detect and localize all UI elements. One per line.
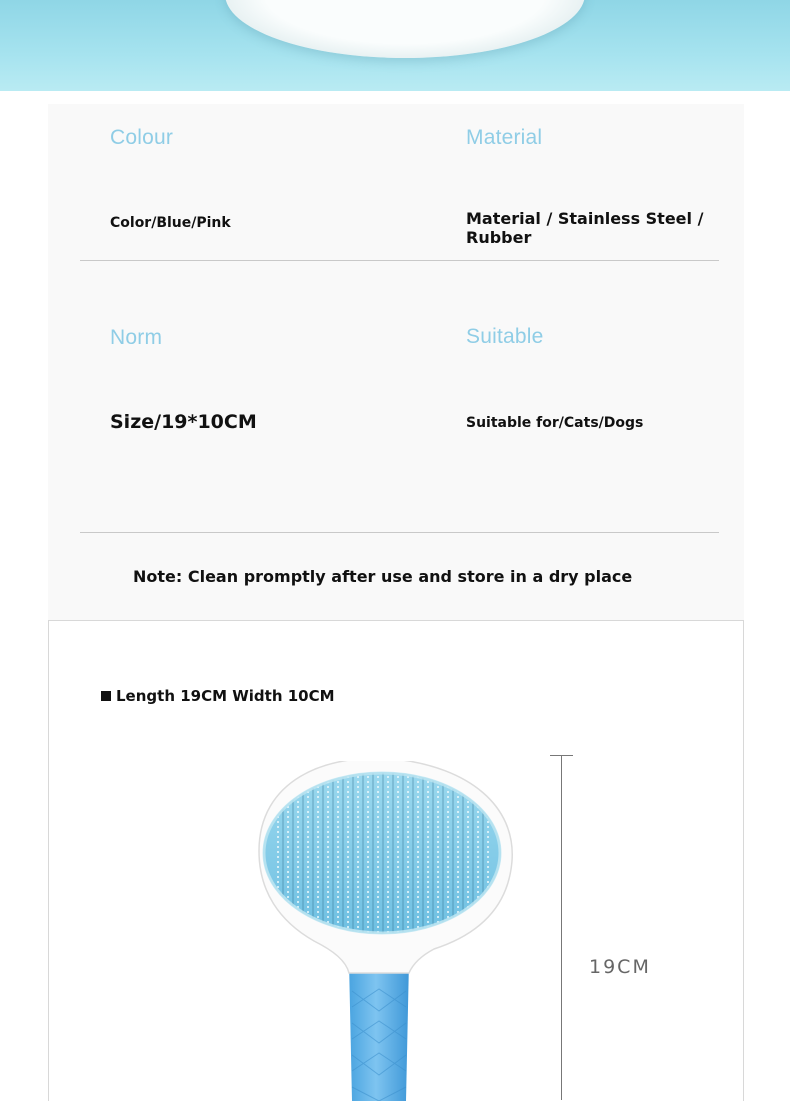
top-banner-image [0,0,790,91]
material-value [466,209,703,247]
suitable-value: Suitable for/Cats/Dogs [466,415,644,431]
colour-label: Colour [110,126,174,149]
material-value-line-2: Rubber [466,228,532,247]
dimension-title-text: Length 19CM Width 10CM [116,687,335,705]
pet-brush-image [254,761,574,1101]
norm-value: Size/19*10CM [110,411,257,433]
product-dimension-panel [48,620,744,1101]
norm-label: Norm [110,326,163,349]
product-plate-image [225,0,585,58]
material-label: Material [466,126,543,149]
spec-divider-2 [80,532,719,533]
suitable-label: Suitable [466,325,544,348]
dimension-title [101,687,335,705]
brush-handle [349,961,409,1101]
care-note: Note: Clean promptly after use and store in a dry place [133,567,633,586]
colour-value: Color/Blue/Pink [110,215,231,231]
spec-panel [48,104,744,620]
material-value-line-1: Material / Stainless Steel / [466,209,704,228]
measure-label: 19CM [589,956,651,978]
square-bullet-icon [101,691,111,701]
spec-divider-1 [80,260,719,261]
